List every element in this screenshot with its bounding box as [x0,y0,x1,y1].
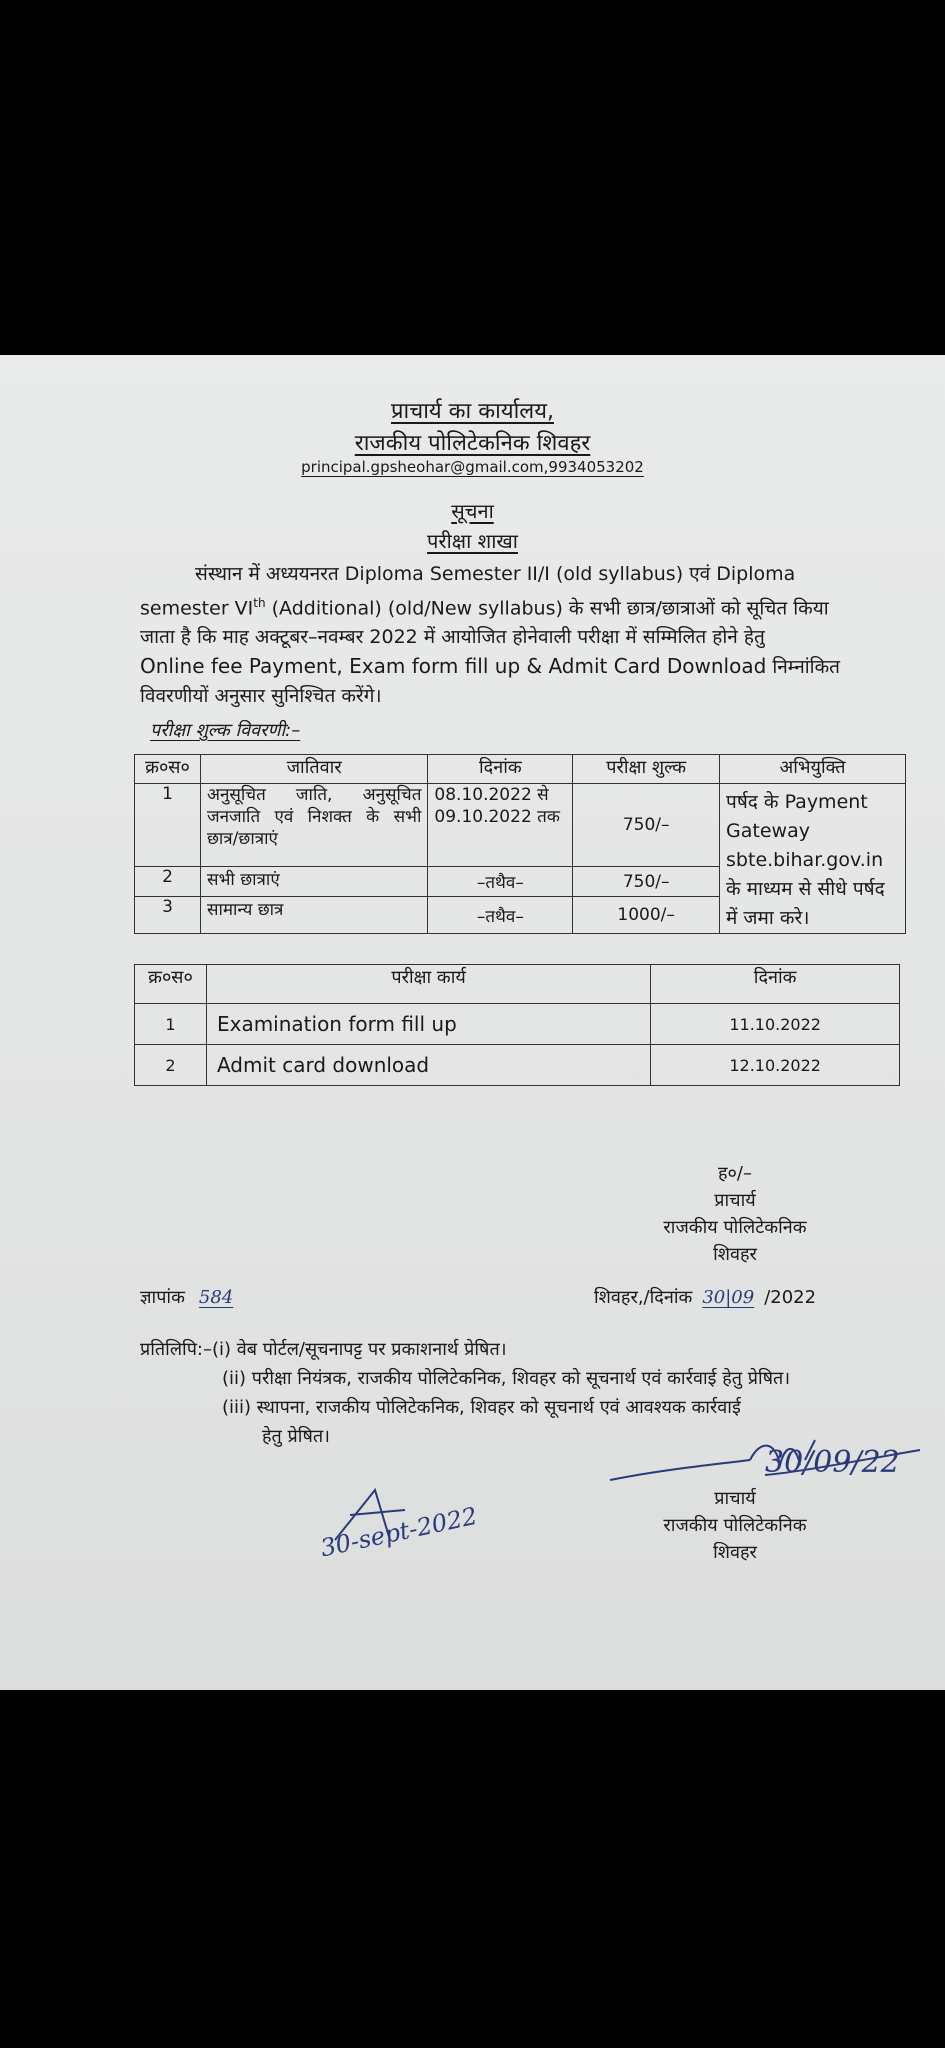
task-table-header [135,965,900,1004]
office-heading: प्राचार्य का कार्यालय, [391,399,554,424]
fee-table [134,754,906,934]
header-sn: क्र०स० [135,965,207,1004]
body-line-5: विवरणीयों अनुसार सुनिश्चित करेंगे। [140,685,382,708]
table-row [135,784,906,867]
designation: प्राचार्य [714,1190,756,1211]
notice-document [0,355,945,1690]
institute-name: राजकीय पोलिटेकनिक [663,1515,807,1536]
row-date: –तथैव– [428,897,573,934]
row-task: Admit card download [206,1045,650,1086]
copy-line-2: (ii) परीक्षा नियंत्रक, राजकीय पोलिटेकनिक, शिवहर को सूचनार्थ एवं कार्रवाई हेतु प्रेषित। [222,1368,791,1389]
row-sn: 2 [135,1045,207,1086]
body-line-2: semester VIth (Additional) (old/New syllabus) के सभी छात्र/छात्राओं को सूचित किया [140,596,829,620]
row-date: 08.10.2022 से 09.10.2022 तक [428,784,573,867]
body-line-4: Online fee Payment, Exam form fill up & Admit Card Download निम्नांकित [140,654,840,679]
row-fee: 1000/– [573,897,720,934]
fee-remark: पर्षद के Payment Gateway sbte.bihar.gov.in के माध्यम से सीधे पर्षद में जमा करे। [720,784,906,934]
body-line-3: जाता है कि माह अक्टूबर–नवम्बर 2022 में आयोजित होनेवाली परीक्षा में सम्मिलित होने हेतु [140,626,765,649]
table-row [135,1004,900,1045]
header-task: परीक्षा कार्य [206,965,650,1004]
signature-block-1 [620,1160,850,1268]
row-sn: 1 [135,784,201,867]
row-task: Examination form fill up [206,1004,650,1045]
notice-body [140,560,896,711]
exam-task-table [134,964,900,1086]
header-date: दिनांक [428,755,573,784]
copy-line-1: प्रतिलिपि:–(i) वेब पोर्टल/सूचनापट्ट पर प्रकाशनार्थ प्रेषित। [140,1339,507,1360]
header-fee: परीक्षा शुल्क [573,755,720,784]
row-sn: 1 [135,1004,207,1045]
institute-name: राजकीय पोलिटेकनिक [663,1217,807,1238]
row-date: –तथैव– [428,867,573,897]
institute-heading: राजकीय पोलिटेकनिक शिवहर [354,431,591,456]
left-annotation: 30-sept-2022 [318,1501,480,1563]
handwritten-date: 30/09/22 [765,1445,900,1480]
header-date: दिनांक [651,965,900,1004]
row-category: सभी छात्राएं [200,867,427,897]
body-line-1: संस्थान में अध्ययनरत Diploma Semester II/I (old syllabus) एवं Diploma [195,563,796,585]
row-fee: 750/– [573,867,720,897]
row-date: 11.10.2022 [651,1004,900,1045]
row-category: सामान्य छात्र [200,897,427,934]
row-date: 12.10.2022 [651,1045,900,1086]
header-remark: अभियुक्ति [720,755,906,784]
copy-line-4: हेतु प्रेषित। [262,1426,330,1447]
row-category: अनुसूचित जाति, अनुसूचित जनजाति एवं निशक्त के सभी छात्र/छात्राएं [200,784,427,867]
row-fee: 750/– [573,784,720,867]
fee-table-header [135,755,906,784]
signed-mark: ह०/– [718,1163,752,1184]
department-title: परीक्षा शाखा [427,529,518,553]
table-row [135,1045,900,1086]
contact-line: principal.gpsheohar@gmail.com,9934053202 [301,458,644,476]
reference-date: शिवहर,/दिनांक 30|09 /2022 [594,1287,817,1308]
row-sn: 2 [135,867,201,897]
header-category: जातिवार [200,755,427,784]
fee-section-title: परीक्षा शुल्क विवरणी:– [150,720,301,741]
place-name: शिवहर [713,1542,757,1563]
reference-number: ज्ञापांक 584 [140,1287,234,1308]
designation: प्राचार्य [714,1488,756,1509]
signature-block-2 [620,1485,850,1566]
place-name: शिवहर [713,1244,757,1265]
notice-title: सूचना [451,499,494,523]
copy-line-3: (iii) स्थापना, राजकीय पोलिटेकनिक, शिवहर को सूचनार्थ एवं आवश्यक कार्रवाई [222,1397,741,1418]
row-sn: 3 [135,897,201,934]
header-sn: क्र०स० [135,755,201,784]
